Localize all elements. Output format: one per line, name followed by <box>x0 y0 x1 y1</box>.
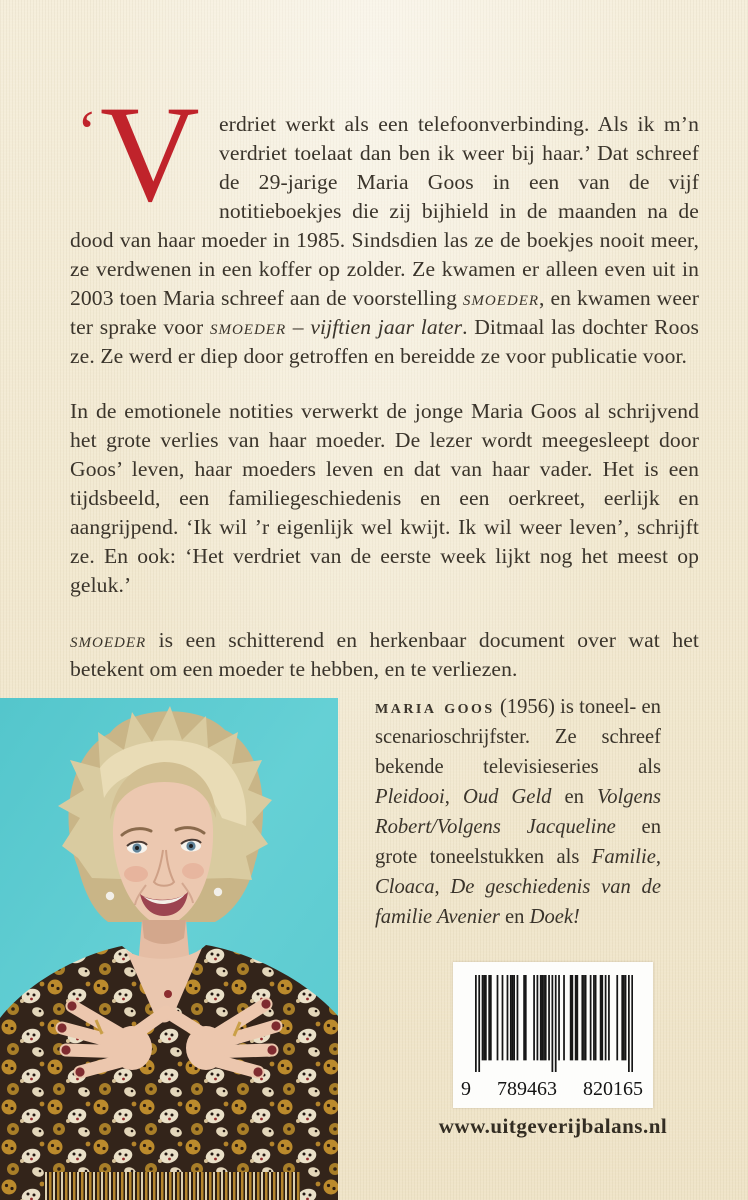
drop-cap-open-quote: ‘ <box>77 99 98 165</box>
blurb-paragraph-2 <box>70 397 699 600</box>
barcode-digit-group: 789463 <box>497 1078 557 1100</box>
blurb-paragraph-3 <box>70 626 699 684</box>
author-bio <box>375 692 661 932</box>
barcode-panel <box>453 962 653 1108</box>
cheek-right <box>182 863 204 879</box>
pearl-earring-left <box>106 892 114 900</box>
palm-right <box>186 1026 226 1070</box>
blurb-paragraph-1 <box>70 77 699 371</box>
palm-left <box>112 1026 152 1070</box>
pearl-earring-right <box>214 888 222 896</box>
barcode-bars <box>475 975 633 1072</box>
drop-cap-letter: V <box>100 77 200 230</box>
paragraph-1-text: erdriet werkt als een telefoonverbinding. Als ik m’n verdriet toelaat dan ben ik weer bij haar.’ Dat schreef de 29-jarige Maria Goos in een van de vijf notitieboekjes die zij bijhield in de maanden na de dood van haar moeder in 1985. Sindsdien las ze de boekjes nooit meer, ze verdwenen in een koffer op zolder. Ze kwamen er alleen even uit in 2003 toen Maria schreef aan de voorstelling smoeder, en kwamen weer ter sprake voor smoeder – vijftien jaar later. Ditmaal las dochter Roos ze. Ze werd er diep door getroffen en bereidde ze voor publicatie voor. <box>70 112 699 368</box>
author-portrait-illustration <box>0 698 338 1200</box>
author-bio-text: maria goos (1956) is toneel- en scenarioschrijfster. Ze schreef bekende televisieseries als Pleidooi, Oud Geld en Volgens Robert/Volgens Jacqueline en grote toneelstukken als Familie, Cloaca, De geschiedenis van de familie Avenier en Doek! <box>375 696 662 928</box>
red-dot-chest <box>164 990 172 998</box>
paragraph-3-text: smoeder is een schitterend en herkenbaar document over wat het betekent om een moeder te hebben, en te verliezen. <box>70 628 699 681</box>
paragraph-2-text: In de emotionele notities verwerkt de jonge Maria Goos al schrijvend het grote verlies van haar moeder. De lezer wordt meegesleept door Goos’ leven, haar moeders leven en dat van haar vader. Het is een tijdsbeeld, een familiegeschiedenis en een oerkreet, eerlijk en aangrijpend. ‘Ik wil ’r eigenlijk wel kwijt. Ik wil weer leven’, schrijft ze. En ook: ‘Het verdriet van de eerste week lijkt nog het meest op geluk.’ <box>70 399 699 597</box>
author-photo <box>0 698 338 1200</box>
pupil-left <box>135 846 139 850</box>
neck-shadow <box>142 920 186 944</box>
barcode-digit-group: 820165 <box>583 1078 643 1100</box>
publisher-website-url: www.uitgeverijbalans.nl <box>438 1114 668 1138</box>
drop-cap <box>70 77 217 230</box>
blouse-fringe <box>44 1172 300 1200</box>
blurb <box>70 77 699 710</box>
cheek-left <box>124 866 148 882</box>
pupil-right <box>189 844 193 848</box>
barcode-digit-group: 9 <box>461 1078 471 1100</box>
barcode-number <box>461 1078 643 1100</box>
